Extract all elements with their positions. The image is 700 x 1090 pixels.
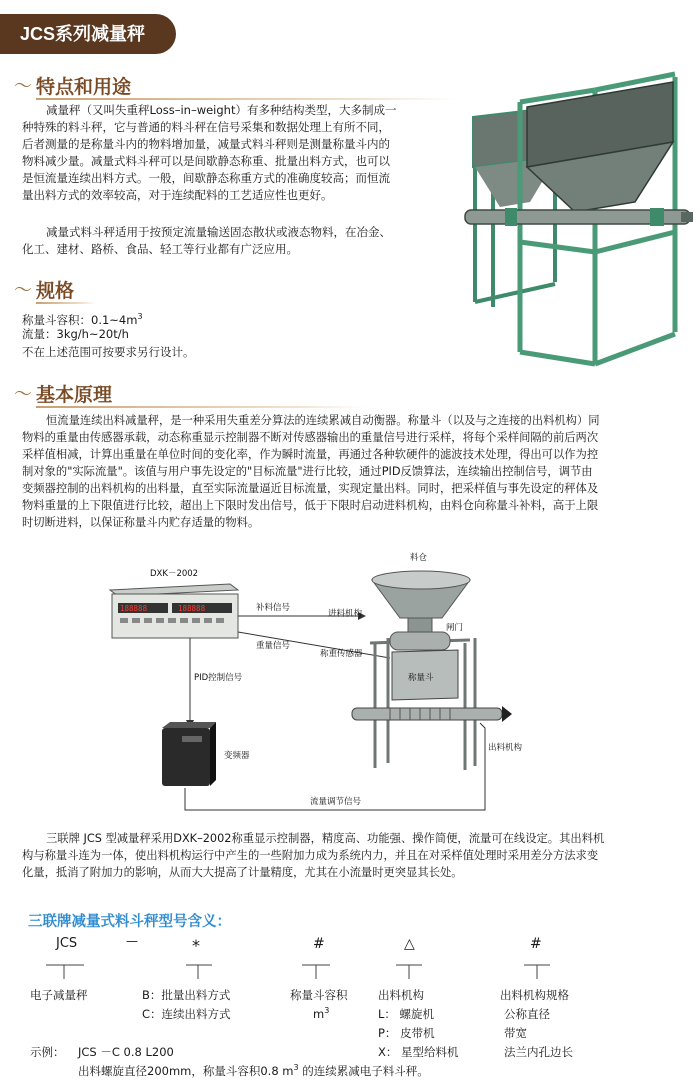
principle-para-1: 恒流量连续出料减量秤，是一种采用失重差分算法的连续累减自动衡器。称量斗（以及与之连接的出料机构）同 物料的重量由传感器承载，动态称重显示控制器不断对传感器输出的重量信号进行采样，将每个采样间隔的前后两次 采样值相减，计算出重量在单位时间的变化率，作为瞬时流量，再通过各种软硬件的滤波技术处理，得出可以作为控 制对象的"实际流量"。该值与用户事先设定的"目标流量"进行比较，通过PID反馈算法，连续输出控制信号，调节由 变频器控制的出料机构的出料量，直至实际流量逼近目标流量，实现定量出料。同时，把采样值与事先设定的秤体及 物料重量的上下限值进行比较，超出上下限时发出信号，低于下限时启动进料机构，由料仓向称量斗补料，高于上限 时切断进料，以保证称量斗内贮存适量的物料。 — [22, 414, 600, 529]
model-title: 三联牌减量式料斗秤型号含义： — [28, 914, 231, 930]
features-para-2: 减量式料斗秤适用于按预定流量输送固态散状或液态物料，在冶金、 化工、建材、路桥、食品、轻工等行业都有广泛应用。 — [22, 225, 391, 256]
model-col2-b: C：连续出料方式 — [142, 1007, 231, 1021]
model-hash-2: # — [530, 936, 542, 952]
heading-label: 规格 — [36, 280, 75, 302]
discharge-label: 出料机构 — [488, 743, 523, 753]
spec-flow: 流量：3kg/h~20t/h — [22, 327, 129, 341]
model-col5-a: 出料机构规格 — [500, 988, 569, 1002]
unit-text: m — [313, 1006, 325, 1021]
principle-para-2: 三联牌 JCS 型减量秤采用DXK–2002称重显示控制器，精度高、功能强、操作简便，流量可在线设定。其出料机 构与称量斗连为一体，使出料机构运行中产生的一些附加力成为系统内力，并且在对采样值处理时采用差分方法求变 化量，抵消了附加力的影响，从而大大提高了计量精度，尤其在小流量时更突显其长处。 — [22, 832, 605, 879]
pid-signal-label: PID控制信号 — [194, 673, 243, 683]
model-col1: 电子减量秤 — [30, 988, 88, 1002]
example-code: JCS －C 0.8 L200 — [78, 1045, 174, 1059]
display-readout: 188888 — [120, 604, 148, 613]
spec-note: 不在上述范围可按要求另行设计。 — [22, 345, 195, 359]
gate-label: 闸门 — [446, 623, 464, 633]
refill-signal-label: 补料信号 — [256, 603, 291, 613]
hopper-label: 称量斗 — [408, 673, 434, 683]
heading-rule — [36, 406, 366, 408]
model-hash-1: # — [313, 936, 325, 952]
spec-volume-text: 称量斗容积：0.1~4m — [22, 312, 138, 327]
flow-signal-label: 流量调节信号 — [310, 797, 362, 807]
superscript: 3 — [324, 1006, 330, 1015]
heading-label: 特点和用途 — [36, 76, 132, 98]
controller-device — [110, 584, 238, 638]
feed-mechanism-label: 进料机构 — [328, 609, 363, 619]
features-para-1: 减量秤（又叫失重秤Loss–in–weight）有多种结构类型，大多制成一 种特殊的料斗秤，它与普通的料斗秤在信号采集和数据处理上有所不同， 后者测量的是称量斗内的物料增加量，减量式料斗秤则是测量称量斗内的 物料减少量。减量式料斗秤可以是间歇静态称重、批量出料方式，也可以 是恒流量连续出料方式。一般，间歇静态称重方式的准确度较高；而恒流 量出料方式的效率较高，对于连续配料的工艺适应性也更好。 — [22, 103, 397, 202]
page-title: JCS系列减量秤 — [0, 14, 176, 54]
model-col2-a: B：批量出料方式 — [142, 988, 231, 1002]
controller-label: DXK－2002 — [150, 569, 199, 579]
weight-signal-label: 重量信号 — [256, 641, 291, 651]
model-col5-c: 带宽 — [504, 1026, 527, 1040]
model-code: JCS — [56, 936, 78, 951]
tilde-icon: 〜 — [14, 76, 32, 97]
loss-in-weight-scale-photo — [445, 62, 695, 377]
example-desc-a: 出料螺旋直径200mm，称量斗容积0.8 m — [78, 1064, 294, 1078]
model-connectors — [0, 955, 700, 985]
model-dash: — — [126, 934, 138, 948]
inverter-label: 变频器 — [224, 751, 250, 761]
model-col5-d: 法兰内孔边长 — [504, 1045, 573, 1059]
example-label: 示例： — [30, 1045, 65, 1059]
load-cell-label: 称重传感器 — [320, 649, 363, 659]
model-col4-d: X： 星型给料机 — [378, 1045, 459, 1059]
example-desc-b: 的连续累减电子料斗秤。 — [298, 1064, 429, 1078]
model-col5-b: 公称直径 — [504, 1007, 550, 1021]
model-triangle: △ — [404, 936, 415, 952]
tilde-icon: 〜 — [14, 280, 32, 301]
heading-rule — [36, 302, 96, 304]
silo-label: 料仓 — [410, 553, 428, 563]
inverter-device — [162, 722, 216, 786]
heading-label: 基本原理 — [36, 384, 113, 406]
superscript: 3 — [293, 1063, 299, 1073]
model-col4-a: 出料机构 — [378, 988, 424, 1002]
display-readout-2: 188888 — [178, 604, 206, 613]
tilde-icon: 〜 — [14, 384, 32, 405]
model-col4-c: P： 皮带机 — [378, 1026, 435, 1040]
model-star: * — [192, 936, 200, 955]
model-col3-a: 称量斗容积 — [290, 988, 348, 1002]
heading-rule — [36, 98, 456, 100]
model-col4-b: L： 螺旋机 — [378, 1007, 435, 1021]
model-col3-b — [313, 1006, 329, 1021]
control-schematic — [90, 548, 600, 828]
example-desc — [78, 1063, 429, 1079]
superscript: 3 — [137, 312, 143, 321]
